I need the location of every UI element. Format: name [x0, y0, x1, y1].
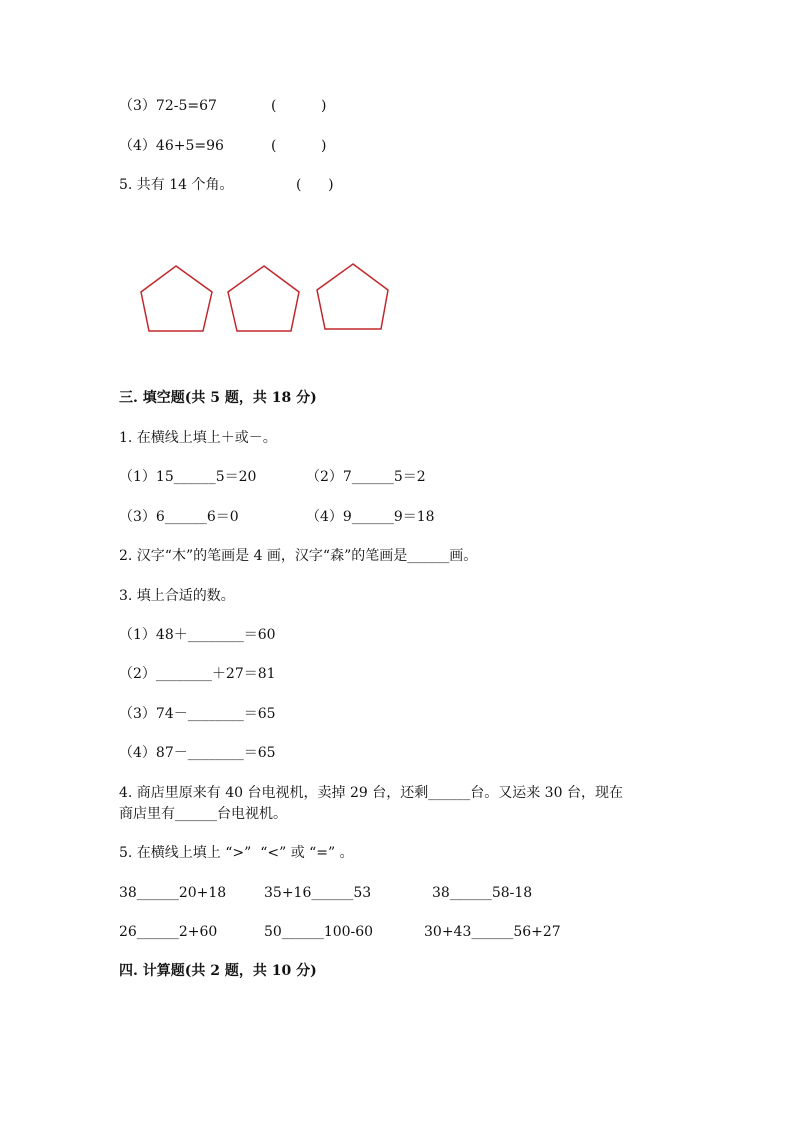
- answer-paren-q5[interactable]: ( ): [296, 177, 334, 193]
- answer-paren-4[interactable]: ( ): [271, 138, 327, 154]
- judge-item-4: （4）46+5=96: [119, 138, 224, 154]
- s3-q1-item-4[interactable]: （4）9______9＝18: [306, 509, 435, 525]
- pentagon-3: [317, 264, 388, 329]
- s3-q4-line-2[interactable]: 商店里有______台电视机。: [119, 806, 287, 822]
- section3-title: 三. 填空题(共 5 题，共 18 分): [119, 390, 317, 406]
- judge-q5: 5. 共有 14 个角。: [119, 177, 234, 193]
- s3-q2[interactable]: 2. 汉字“木”的笔画是 4 画，汉字“森”的笔画是______画。: [119, 548, 478, 564]
- s3-q3-item-1[interactable]: （1）48＋________＝60: [119, 627, 276, 643]
- pentagons-figure: [130, 255, 400, 340]
- s3-q3-item-3[interactable]: （3）74－________＝65: [119, 706, 276, 722]
- s3-q5: 5. 在横线上填上 “>” “<” 或 “=” 。: [119, 845, 354, 861]
- s3-q3-item-4[interactable]: （4）87－________＝65: [119, 745, 276, 761]
- s3-q5-r2-c2[interactable]: 50______100-60: [264, 924, 374, 940]
- s3-q5-r1-c3[interactable]: 38______58-18: [432, 885, 533, 901]
- s3-q1-item-3[interactable]: （3）6______6＝0: [119, 509, 239, 525]
- s3-q1-item-1[interactable]: （1）15______5＝20: [119, 469, 257, 485]
- s3-q3-item-2[interactable]: （2）________＋27＝81: [119, 666, 276, 682]
- pentagon-1: [141, 266, 212, 331]
- s3-q5-r1-c2[interactable]: 35+16______53: [264, 885, 372, 901]
- s3-q5-r2-c1[interactable]: 26______2+60: [119, 924, 218, 940]
- judge-item-3: （3）72-5=67: [119, 98, 217, 114]
- s3-q3: 3. 填上合适的数。: [119, 588, 235, 604]
- pentagon-2: [228, 266, 299, 331]
- answer-paren-3[interactable]: ( ): [271, 98, 327, 114]
- s3-q5-r2-c3[interactable]: 30+43______56+27: [424, 924, 561, 940]
- s3-q1: 1. 在横线上填上＋或－。: [119, 430, 277, 446]
- section4-title: 四. 计算题(共 2 题，共 10 分): [119, 963, 317, 979]
- s3-q5-r1-c1[interactable]: 38______20+18: [119, 885, 227, 901]
- s3-q1-item-2[interactable]: （2）7______5＝2: [306, 469, 426, 485]
- s3-q4-line-1[interactable]: 4. 商店里原来有 40 台电视机，卖掉 29 台，还剩______台。又运来 30 台，现在: [119, 785, 623, 801]
